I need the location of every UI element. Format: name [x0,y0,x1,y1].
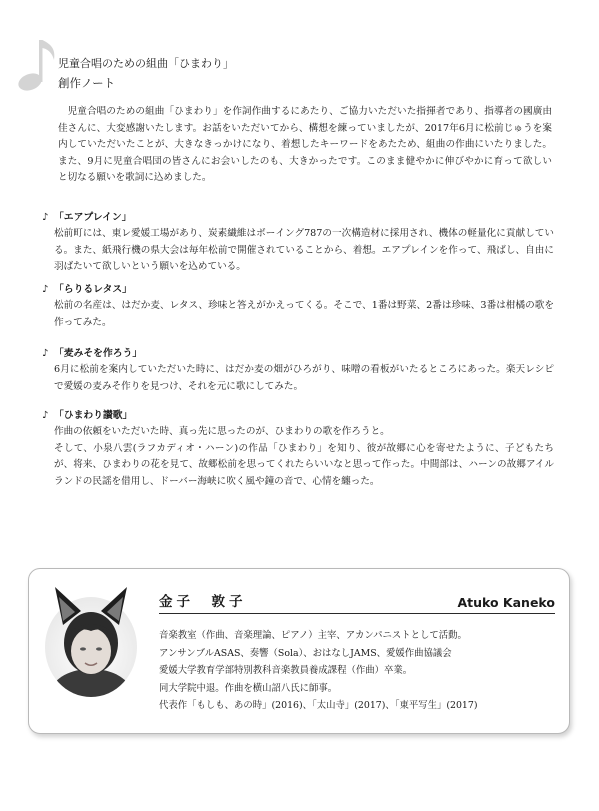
music-note-icon: ♪ [42,410,49,421]
section-paragraph: 6月に松前を案内していただいた時に、はだか麦の畑がひろがり、味噌の看板がいたるところにあった。楽天レシピで愛媛の麦みそ作りを見つけ、それを元に歌にしてみた。 [54,364,554,392]
author-name-japanese: 金子 敦子 [159,594,247,610]
music-note-icon [16,30,64,94]
author-name-english: Atuko Kaneko [457,595,555,610]
bio-line: 愛媛大学教育学部特別教科音楽教員養成課程（作曲）卒業。 [159,665,413,677]
page-header [58,56,234,92]
section-body [54,298,554,331]
bio-line: 音楽教室（作曲、音楽理論、ピアノ）主宰、アカンパニストとして活動。 [159,630,467,641]
section-body [54,424,554,490]
author-bio [159,627,555,715]
music-note-icon: ♪ [42,212,49,223]
bio-line: アンサンブルASAS、奏響（Sola）、おはなしJAMS、愛媛作曲協議会 [159,647,452,659]
page-subtitle: 創作ノート [58,76,116,90]
section-title: 「らりるレタス」 [54,284,132,295]
section-miso [42,346,554,395]
avatar [41,581,141,701]
section-paragraph: そして、小泉八雲(ラフカディオ・ハーン)の作品「ひまわり」を知り、彼が故郷に心を寄せたように、子どもたちが、将来、ひまわりの花を見て、故郷松前を思ってくれたらいいなと思って作った。中間部は、ハーンの故郷アイルランドの民謡を借用し、ドーバー海峡に吹く風や鐘の音で、心情を纏った。 [54,442,554,487]
section-lettuce [42,282,554,331]
music-note-icon: ♪ [42,284,49,295]
section-body [54,226,554,276]
section-paragraph: 松前町には、東レ愛媛工場があり、炭素繊維はボーイング787の一次構造材に採用され、機体の軽量化に貢献している。また、紙飛行機の県大会は毎年松前で開催されていることから、着想。エアプレインを作って、飛ばし、自由に羽ばたいて欲しいという願いを込めている。 [54,228,554,273]
section-title: 「エアプレイン」 [54,212,132,223]
bio-line: 同大学院中退。作曲を横山詔八氏に師事。 [159,682,338,694]
section-himawari [42,408,554,490]
page-title: 児童合唱のための組曲「ひまわり」 [58,57,234,70]
bio-line: 代表作「もしも、あの時」(2016)、「太山寺」(2017)、「東平写生」(2017) [159,700,478,712]
section-body [54,362,554,395]
section-title: 「麦みそを作ろう」 [54,348,143,359]
profile-card [28,568,570,734]
intro-paragraph: 児童合唱のための組曲「ひまわり」を作詞作曲するにあたり、ご協力いただいた指揮者であり、指導者の國廣由佳さんに、大変感謝いたします。お話をいただいてから、構想を練っていましたが、2017年6月に松前じゅうを案内していただいたことが、大きなきっかけになり、着想したキーワードをあたため、組曲の作曲にいたりました。また、9月に児童合唱団の皆さんにお会いしたのも、大きかったです。このまま健やかに伸びやかに育って欲しいと切なる願いを歌詞に込めました。 [58,106,552,184]
section-airplane [42,210,554,276]
section-paragraph: 作曲の依頼をいただいた時、真っ先に思ったのが、ひまわりの歌を作ろうと。 [54,426,390,437]
section-title: 「ひまわり讃歌」 [54,410,133,421]
music-note-icon: ♪ [42,348,49,359]
section-paragraph: 松前の名産は、はだか麦、レタス、珍味と答えがかえってくる。そこで、1番は野菜、2番は珍味、3番は柑橘の歌を作ってみた。 [54,300,554,328]
name-row [159,591,555,614]
